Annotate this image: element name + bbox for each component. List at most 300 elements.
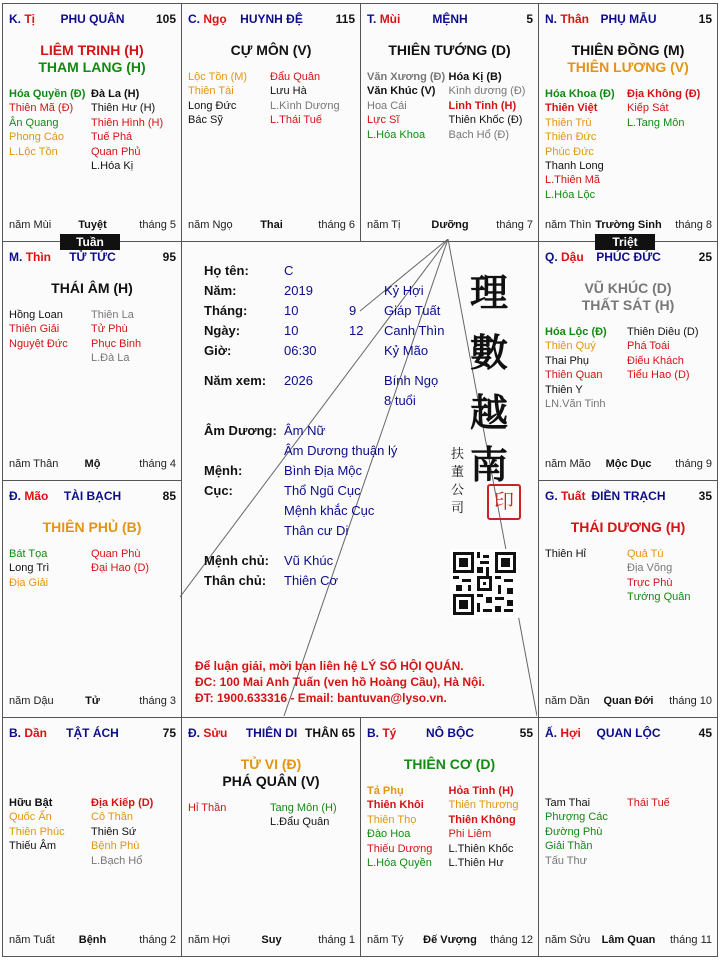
palace-month: tháng 5: [139, 219, 176, 231]
view-year-canchi: Bính Ngọ: [384, 373, 439, 388]
day-canchi: Canh Thìn: [384, 323, 445, 338]
palace-year: năm Hợi: [188, 934, 231, 946]
palace-number: 45: [698, 726, 712, 740]
palace-year: năm Dậu: [9, 695, 54, 707]
palace-can: B.: [9, 726, 21, 740]
minor-star: L.Bạch Hổ: [91, 854, 143, 867]
minor-star: Linh Tinh (H): [448, 99, 517, 112]
minor-star: Thiên Không: [448, 813, 516, 826]
than-chu-value: Thiên Cơ: [284, 573, 339, 588]
palace-name: MỆNH: [432, 12, 468, 26]
palace-month: tháng 2: [139, 934, 176, 946]
minor-stars-right: [627, 796, 711, 810]
minor-stars-left: [545, 325, 629, 411]
minor-star: L.Hóa Khoa: [367, 128, 426, 141]
minor-star: Bát Tọa: [9, 548, 48, 560]
palace-can: Ấ.: [545, 726, 557, 740]
minor-star: L.Hóa Lộc: [545, 188, 596, 201]
name-label: Họ tên:: [204, 263, 249, 278]
palace-name: PHỤ MẪU: [600, 12, 657, 26]
minor-star: Bác Sỹ: [188, 114, 223, 127]
hour-canchi: Kỷ Mão: [384, 343, 429, 358]
palace-ti: [2, 3, 182, 242]
minor-star: L.Thái Tuế: [270, 114, 322, 127]
palace-chi: Sửu: [203, 726, 228, 740]
minor-star: Hỏa Tinh (H): [448, 785, 514, 797]
minor-star: Long Đức: [188, 99, 237, 112]
year-label: Năm:: [204, 283, 237, 298]
palace-header: [367, 12, 533, 28]
minor-star: L.Lộc Tồn: [9, 145, 58, 158]
palace-footer: [545, 219, 712, 233]
minor-stars-left: [188, 70, 272, 128]
palace-footer: [367, 934, 533, 948]
palace-number: 5: [526, 12, 533, 26]
main-star: THAM LANG (H): [38, 59, 146, 75]
minor-star: Thiên Giải: [9, 323, 60, 336]
main-star: THÁI DƯƠNG (H): [570, 519, 686, 535]
than-chu-label: Thân chủ:: [204, 573, 267, 588]
minor-stars-right: [270, 70, 354, 128]
minor-star: Giải Thần: [545, 840, 593, 853]
cuc-label: Cục:: [204, 483, 233, 498]
minor-star: Hóa Kị (B): [448, 71, 502, 83]
month-value: 10: [284, 303, 299, 318]
palace-chi: Ngọ: [203, 12, 227, 26]
palace-stage: Mộc Dục: [605, 458, 652, 470]
palace-footer: [9, 458, 176, 472]
palace-chi: Dần: [24, 726, 48, 740]
palace-can: T.: [367, 12, 377, 26]
palace-header: [367, 726, 533, 742]
minor-star: Địa Giải: [9, 576, 49, 589]
minor-star: Thiên Sứ: [91, 825, 137, 838]
minor-star: Quả Tú: [627, 548, 664, 560]
minor-star: Thiếu Âm: [9, 840, 57, 853]
palace-header: [9, 489, 176, 505]
minor-star: Đường Phù: [545, 825, 603, 838]
minor-star: Địa Không (Đ): [627, 88, 701, 100]
palace-name: TẬT ÁCH: [66, 726, 119, 740]
palace-month: tháng 8: [675, 219, 712, 231]
amduong-note: Âm Dương thuận lý: [284, 443, 398, 458]
minor-stars-left: [545, 796, 629, 868]
minor-star: Địa Kiếp (D): [91, 797, 154, 809]
palace-ty: [360, 717, 539, 957]
minor-star: Thiên Trù: [545, 116, 592, 129]
main-stars: [541, 519, 715, 536]
minor-star: Trực Phù: [627, 576, 673, 589]
palace-year: năm Thìn: [545, 219, 592, 231]
minor-star: Thái Tuế: [627, 797, 670, 809]
palace-name: TỬ TỨC: [69, 250, 116, 264]
palace-than: [538, 3, 718, 242]
palace-chi: Dậu: [561, 250, 584, 264]
palace-dau: [538, 241, 718, 481]
minor-star: Thiên Tài: [188, 85, 234, 98]
main-stars: [5, 280, 179, 297]
minor-star: Tướng Quân: [627, 591, 691, 604]
minor-star: Hỉ Thần: [188, 802, 227, 814]
minor-star: Kiếp Sát: [627, 102, 669, 115]
palace-stage: Lâm Quan: [601, 934, 656, 946]
palace-footer: [9, 695, 176, 709]
main-star: TỬ VI (Đ): [240, 756, 302, 772]
palace-month: tháng 7: [496, 219, 533, 231]
minor-star: Đẩu Quân: [270, 71, 321, 83]
cuc-note: Mệnh khắc Cục: [284, 503, 375, 518]
minor-star: Thiên Y: [545, 383, 583, 396]
main-star: THIÊN TƯỚNG (D): [388, 42, 511, 58]
palace-suu: [181, 717, 361, 957]
minor-star: L.Đẩu Quân: [270, 816, 330, 829]
palace-can: B.: [367, 726, 379, 740]
palace-stage: Tuyệt: [78, 219, 107, 231]
palace-month: tháng 4: [139, 458, 176, 470]
palace-can: K.: [9, 12, 21, 26]
palace-chi: Tý: [382, 726, 397, 740]
palace-number: 55: [519, 726, 533, 740]
minor-star: L.Đà La: [91, 352, 130, 365]
minor-stars-left: [367, 784, 451, 870]
main-star: THÁI ÂM (H): [51, 280, 133, 296]
minor-star: Thiên Khốc (Đ): [448, 114, 523, 127]
main-star: THIÊN PHỦ (B): [42, 519, 142, 535]
palace-month: tháng 9: [675, 458, 712, 470]
minor-star: L.Thiên Khốc: [448, 842, 514, 855]
minor-star: Thiên Đức: [545, 131, 597, 144]
main-stars: [184, 756, 358, 790]
minor-star: Quan Phù: [91, 548, 141, 560]
year-value: 2019: [284, 283, 313, 298]
month-label: Tháng:: [204, 303, 248, 318]
main-stars: [541, 280, 715, 314]
palace-year: năm Mùi: [9, 219, 52, 231]
minor-star: Tam Thai: [545, 797, 591, 809]
contact-address: ĐC: 100 Mai Anh Tuấn (ven hồ Hoàng Cầu), Hà Nội.: [195, 675, 486, 689]
minor-star: Thiên La: [91, 309, 134, 321]
palace-footer: [188, 934, 355, 948]
view-year-value: 2026: [284, 373, 313, 388]
palace-number: THÂN 65: [304, 726, 355, 740]
palace-year: năm Dần: [545, 695, 590, 707]
minor-stars-right: [270, 801, 354, 830]
palace-name: HUYNH ĐỆ: [240, 12, 303, 26]
minor-star: Tấu Thư: [545, 854, 588, 867]
minor-star: Thiên Quý: [545, 340, 596, 353]
minor-star: Thiên Khôi: [367, 799, 424, 812]
side-char: 扶: [451, 447, 465, 462]
palace-header: [545, 250, 712, 266]
hour-label: Giờ:: [204, 343, 232, 358]
minor-stars-right: [627, 87, 711, 130]
minor-star: Địa Võng: [627, 562, 673, 575]
palace-mui: [360, 3, 539, 242]
name-value: C: [284, 263, 294, 278]
minor-star: Thiên Phúc: [9, 825, 65, 838]
minor-star: L.Hóa Kị: [91, 160, 134, 173]
palace-number: 85: [162, 489, 176, 503]
palace-chi: Hợi: [560, 726, 581, 740]
qr-code-icon: [450, 549, 519, 618]
main-star: PHÁ QUÂN (V): [222, 773, 320, 789]
minor-star: Kình dương (Đ): [448, 85, 526, 98]
minor-star: Đà La (H): [91, 88, 140, 100]
minor-star: Hóa Lộc (Đ): [545, 326, 607, 338]
palace-header: [545, 726, 712, 742]
minor-star: Tang Môn (H): [270, 802, 337, 814]
side-char: 董: [451, 465, 465, 480]
minor-star: Cô Thần: [91, 811, 133, 824]
minor-star: Phá Toái: [627, 340, 670, 353]
minor-star: Tử Phù: [91, 323, 128, 336]
logo-char: 理: [470, 270, 509, 315]
palace-can: M.: [9, 250, 23, 264]
minor-star: Tả Phụ: [367, 785, 404, 797]
main-star: LIÊM TRINH (H): [40, 42, 144, 58]
palace-year: năm Tị: [367, 219, 401, 231]
main-star: CỰ MÔN (V): [230, 42, 312, 58]
minor-star: Phi Liêm: [448, 828, 492, 841]
minor-star: Thiên Hình (H): [91, 116, 164, 129]
palace-year: năm Tý: [367, 934, 404, 946]
amduong-value: Âm Nữ: [284, 423, 326, 438]
palace-header: [188, 726, 355, 742]
palace-can: N.: [545, 12, 557, 26]
minor-star: Thiên Diêu (D): [627, 326, 699, 338]
palace-name: QUAN LỘC: [596, 726, 661, 740]
hour-value: 06:30: [284, 343, 317, 358]
palace-header: [9, 726, 176, 742]
palace-header: [9, 12, 176, 28]
minor-stars-right: [449, 70, 533, 142]
main-stars: [363, 42, 536, 59]
minor-stars-right: [627, 325, 711, 383]
minor-star: L.Tang Môn: [627, 116, 685, 129]
palace-name: PHU QUÂN: [60, 12, 125, 26]
minor-star: Hồng Loan: [9, 309, 63, 321]
minor-star: LN.Văn Tinh: [545, 398, 606, 411]
palace-name: TÀI BẠCH: [63, 489, 122, 503]
palace-footer: [545, 934, 712, 948]
menh-value: Bình Địa Mộc: [284, 463, 363, 478]
minor-stars-left: [545, 547, 629, 561]
palace-number: 75: [162, 726, 176, 740]
palace-header: [545, 489, 712, 505]
palace-can: C.: [188, 12, 200, 26]
palace-footer: [188, 219, 355, 233]
calligraphy-logo: [470, 272, 518, 486]
minor-star: Lực Sĩ: [367, 114, 400, 127]
main-stars: [541, 42, 715, 76]
palace-month: tháng 10: [669, 695, 712, 707]
main-stars: [5, 42, 179, 76]
palace-stage: Trường Sinh: [595, 219, 662, 231]
month-canchi: Giáp Tuất: [384, 303, 441, 318]
palace-thin: [2, 241, 182, 481]
palace-footer: [545, 695, 712, 709]
palace-month: tháng 3: [139, 695, 176, 707]
main-stars: [363, 756, 536, 773]
main-star: THIÊN LƯƠNG (V): [567, 59, 689, 75]
minor-stars-left: [545, 87, 629, 202]
minor-star: Bạch Hổ (Đ): [448, 128, 510, 141]
palace-can: G.: [545, 489, 558, 503]
qr-code[interactable]: [450, 549, 519, 618]
minor-stars-left: [367, 70, 451, 142]
day-lunar: 12: [349, 323, 364, 338]
minor-star: Thiên Thọ: [367, 813, 417, 826]
minor-star: Thiên Mã (Đ): [9, 102, 74, 115]
year-canchi: Kỷ Hợi: [384, 283, 424, 298]
menh-chu-label: Mệnh chủ:: [204, 553, 269, 568]
minor-star: Đại Hao (D): [91, 562, 150, 575]
age-value: 8 tuổi: [384, 393, 416, 408]
minor-star: Quan Phủ: [91, 145, 141, 158]
tuan-tag: Tuần: [60, 234, 120, 250]
minor-stars-right: [91, 87, 175, 173]
minor-star: Đào Hoa: [367, 828, 411, 841]
minor-star: Hóa Quyền (Đ): [9, 88, 86, 100]
palace-stage: Thai: [260, 219, 283, 231]
palace-number: 95: [162, 250, 176, 264]
amduong-label: Âm Dương:: [204, 423, 277, 438]
palace-year: năm Sửu: [545, 934, 591, 946]
side-char: 司: [451, 501, 465, 516]
minor-star: Thiên Việt: [545, 102, 598, 115]
minor-star: Tuế Phá: [91, 131, 133, 144]
minor-stars-left: [9, 796, 93, 854]
minor-star: Lộc Tồn (M): [188, 71, 248, 83]
palace-month: tháng 6: [318, 219, 355, 231]
minor-star: Điếu Khách: [627, 354, 684, 367]
palace-number: 35: [698, 489, 712, 503]
menh-label: Mệnh:: [204, 463, 243, 478]
contact-phone-email[interactable]: ĐT: 1900.633316 - Email: bantuvan@lyso.vn.: [195, 691, 447, 705]
cuc-value: Thổ Ngũ Cục: [284, 483, 361, 498]
palace-footer: [545, 458, 712, 472]
palace-stage: Suy: [261, 934, 282, 946]
palace-number: 15: [698, 12, 712, 26]
palace-stage: Mộ: [84, 458, 101, 470]
palace-footer: [9, 934, 176, 948]
minor-star: Lưu Hà: [270, 85, 307, 98]
minor-star: Quốc Ấn: [9, 811, 52, 824]
minor-star: L.Thiên Mã: [545, 174, 601, 187]
palace-hoi: [538, 717, 718, 957]
palace-number: 25: [698, 250, 712, 264]
palace-name: NÔ BỘC: [426, 726, 474, 740]
main-stars: [184, 42, 358, 59]
palace-chi: Tuất: [561, 489, 586, 503]
minor-star: Phục Binh: [91, 337, 142, 350]
minor-star: Thanh Long: [545, 160, 604, 173]
minor-stars-left: [9, 308, 93, 351]
palace-name: THIÊN DI: [245, 726, 298, 740]
minor-star: Hoa Cái: [367, 99, 407, 112]
minor-star: L.Hóa Quyền: [367, 857, 432, 870]
palace-month: tháng 1: [318, 934, 355, 946]
palace-header: [188, 12, 355, 28]
palace-footer: [367, 219, 533, 233]
contact-line-1: Để luận giải, mời bạn liên hệ LÝ SỐ HỘI QUÁN.: [195, 659, 464, 673]
minor-stars-left: [188, 801, 272, 815]
palace-year: năm Thân: [9, 458, 59, 470]
minor-star: Thiếu Dương: [367, 842, 433, 855]
palace-chi: Mùi: [379, 12, 401, 26]
minor-stars-left: [9, 87, 93, 159]
palace-stage: Đế Vượng: [423, 934, 477, 946]
palace-stage: Quan Đới: [603, 695, 654, 707]
menh-chu-value: Vũ Khúc: [284, 553, 334, 568]
minor-star: L.Thiên Hư: [448, 857, 504, 870]
palace-stage: Tử: [85, 695, 100, 707]
palace-header: [545, 12, 712, 28]
red-seal: 印: [487, 484, 521, 520]
minor-star: Văn Khúc (V): [367, 85, 436, 98]
palace-tuat: [538, 480, 718, 718]
palace-stage: Dưỡng: [431, 219, 469, 231]
minor-star: Thiên Thương: [448, 799, 519, 812]
main-star: THẤT SÁT (H): [581, 297, 675, 313]
minor-stars-right: [91, 308, 175, 366]
palace-stage: Bệnh: [78, 934, 107, 946]
palace-year: năm Mão: [545, 458, 591, 470]
minor-star: Thiên Hư (H): [91, 102, 156, 115]
side-char: 公: [451, 483, 465, 498]
palace-can: Đ.: [188, 726, 200, 740]
palace-year: năm Ngọ: [188, 219, 233, 231]
minor-star: Hóa Khoa (Đ): [545, 88, 615, 100]
palace-month: tháng 12: [490, 934, 533, 946]
palace-header: [9, 250, 176, 266]
palace-name: PHÚC ĐỨC: [596, 250, 661, 264]
main-star: THIÊN CƠ (D): [403, 756, 496, 772]
minor-stars-right: [627, 547, 711, 605]
minor-star: L.Kình Dương: [270, 99, 340, 112]
minor-stars-right: [449, 784, 533, 870]
palace-year: năm Tuất: [9, 934, 55, 946]
minor-star: Nguyệt Đức: [9, 337, 68, 350]
minor-star: Long Trì: [9, 562, 50, 575]
palace-can: Q.: [545, 250, 558, 264]
palace-number: 115: [335, 12, 355, 26]
palace-month: tháng 11: [669, 934, 712, 946]
minor-star: Phong Cáo: [9, 131, 65, 144]
palace-chi: Thìn: [25, 250, 52, 264]
than-cu-note: Thân cư Di: [284, 523, 349, 538]
palace-name: ĐIỀN TRẠCH: [591, 489, 666, 503]
side-script: [451, 446, 467, 518]
logo-char: 數: [470, 330, 509, 375]
day-value: 10: [284, 323, 299, 338]
minor-star: Thiên Hỉ: [545, 548, 586, 560]
palace-chi: Tị: [24, 12, 36, 26]
palace-chi: Mão: [24, 489, 49, 503]
minor-star: Tiểu Hao (D): [627, 369, 690, 382]
minor-star: Thiên Quan: [545, 369, 603, 382]
minor-star: Văn Xương (Đ): [367, 71, 446, 83]
palace-chi: Thân: [560, 12, 590, 26]
day-label: Ngày:: [204, 323, 241, 338]
view-year-label: Năm xem:: [204, 373, 267, 388]
month-lunar: 9: [349, 303, 357, 318]
minor-stars-right: [91, 796, 175, 868]
palace-mao: [2, 480, 182, 718]
minor-star: Ân Quang: [9, 116, 59, 129]
palace-ngo: [181, 3, 361, 242]
minor-star: Thai Phụ: [545, 354, 590, 367]
